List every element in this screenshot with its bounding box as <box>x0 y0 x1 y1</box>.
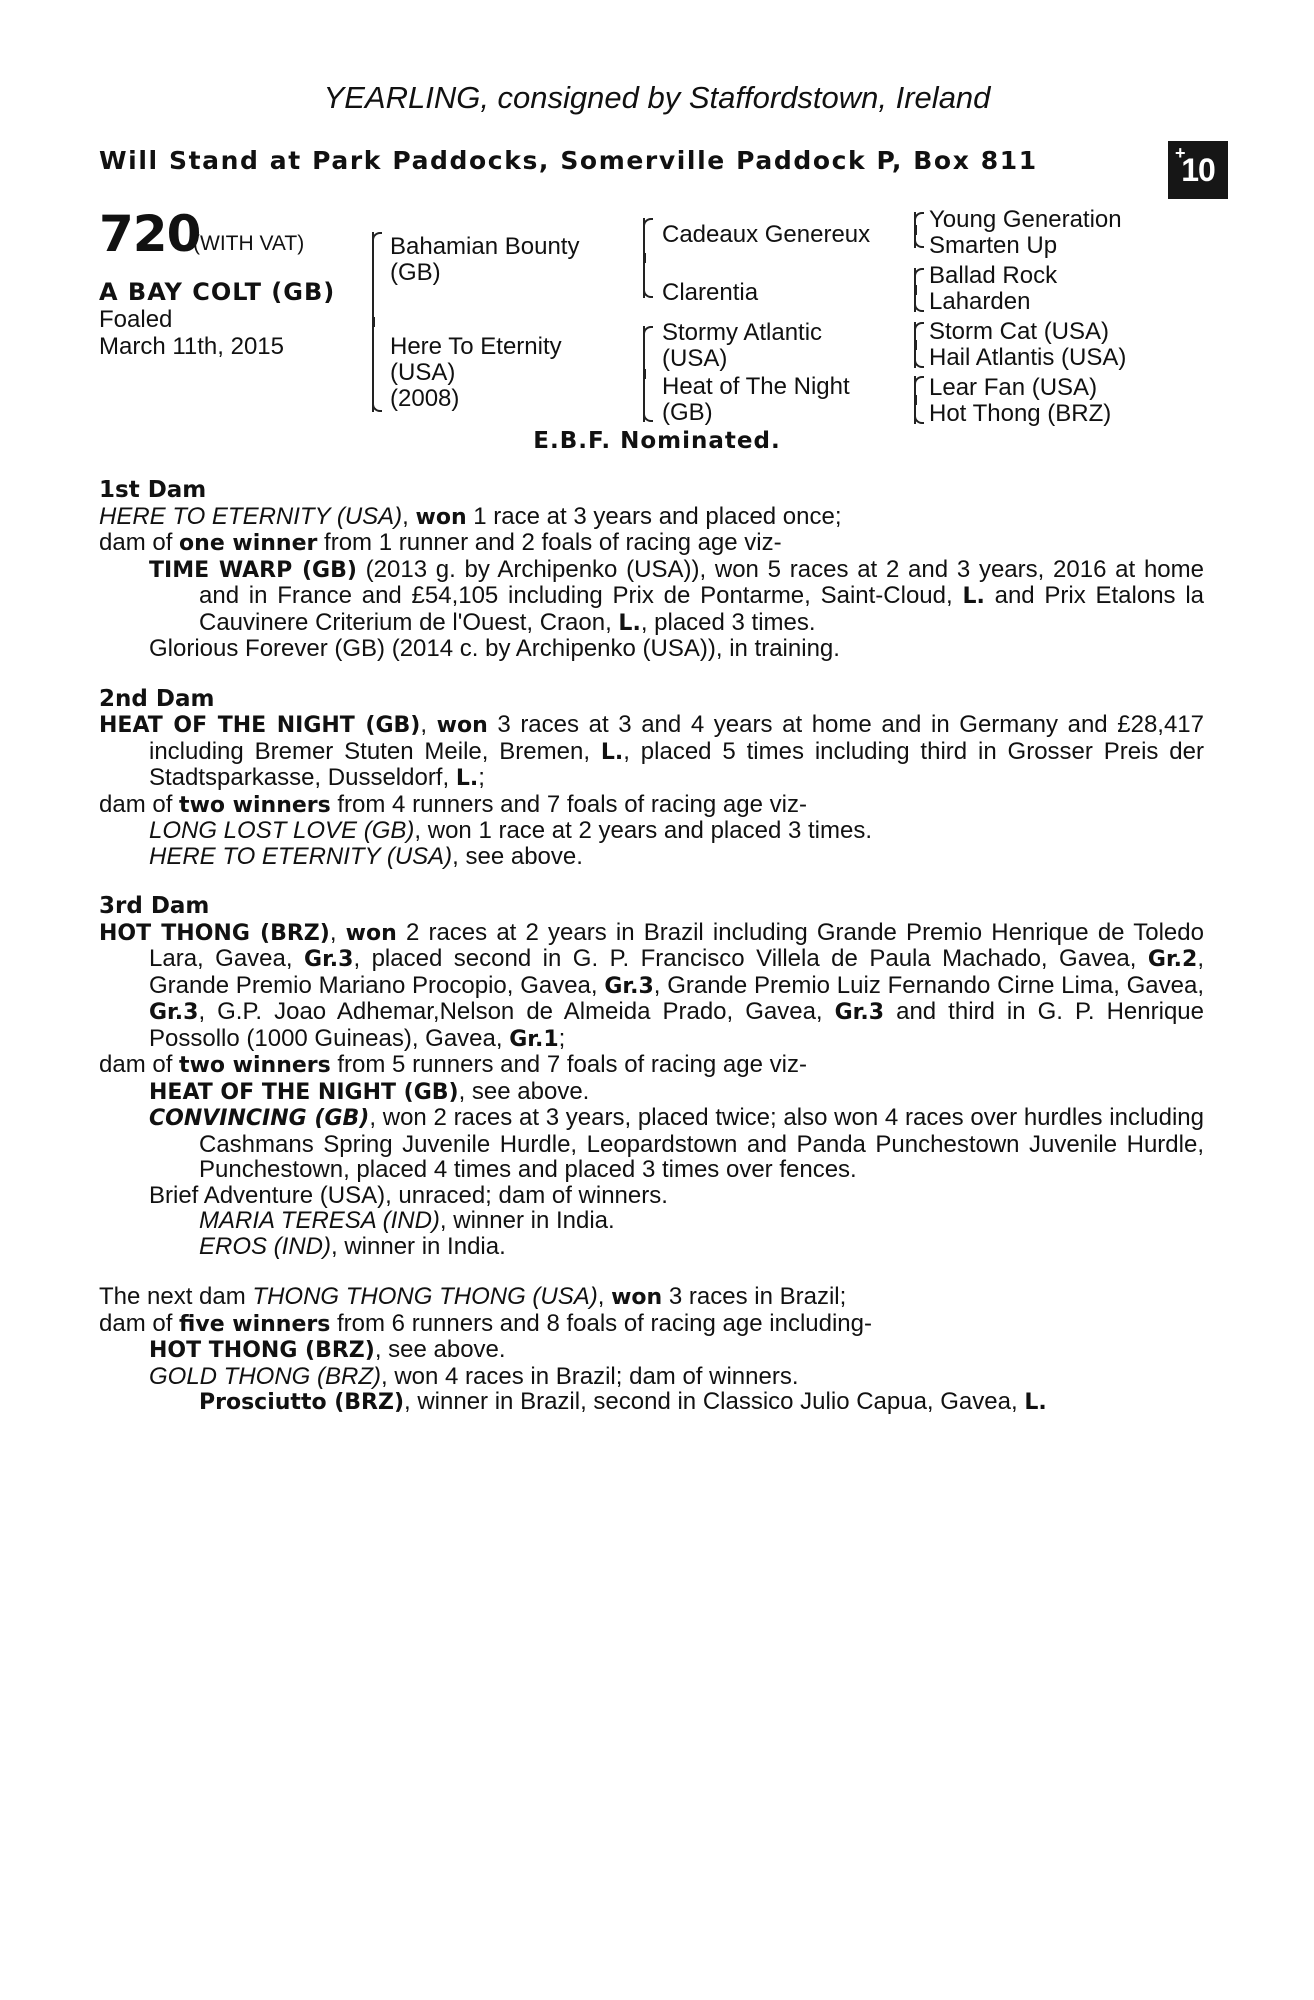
dam: Here To Eternity (USA) (2008) <box>390 333 562 412</box>
first-dam-progeny-2: Glorious Forever (GB) (2014 c. by Archipenko (USA)), in training. <box>149 635 840 662</box>
sire-dam: Clarentia <box>662 279 759 306</box>
sire: Bahamian Bounty (GB) <box>390 233 580 286</box>
next-dam-progeny-2: GOLD THONG (BRZ), won 4 races in Brazil; dam of winners. <box>149 1362 799 1390</box>
catalogue-body <box>99 478 1204 1416</box>
first-dam-record: HERE TO ETERNITY (USA), won 1 race at 3 years and placed once; <box>99 502 842 530</box>
pedigree-brace-sire <box>643 218 645 298</box>
lot-badge <box>1168 141 1228 199</box>
second-dam-record: HEAT OF THE NIGHT (GB), won 3 races at 3 and 4 years at home and in Germany and £28,417 including Bremer Stuten Meile, Bremen, L., placed 5 times including third in Grosser Preis der Stadtsparkasse, Dusseldorf, L.; <box>99 711 1205 791</box>
vat-note: (WITH VAT) <box>193 232 305 255</box>
third-dam-progeny-2: CONVINCING (GB), won 2 races at 3 years, placed twice; also won 4 races over hurdles including Cashmans Spring Juvenile Hurdle, Leopardstown and Panda Punchestown Juvenile Hurdle, Punchestown, placed 4 times and placed 3 times over fences. <box>149 1104 1205 1183</box>
second-dam-produce: dam of two winners from 4 runners and 7 foals of racing age viz- <box>99 790 807 818</box>
second-dam-progeny-2: HERE TO ETERNITY (USA), see above. <box>149 842 583 870</box>
next-dam-progeny-1: HOT THONG (BRZ), see above. <box>149 1336 506 1363</box>
first-dam-produce: dam of one winner from 1 runner and 2 foals of racing age viz- <box>99 529 782 556</box>
next-dam-produce: dam of five winners from 6 runners and 8 foals of racing age including- <box>99 1309 872 1337</box>
badge-plus: + <box>1175 143 1185 163</box>
foaled-label: Foaled <box>99 306 173 333</box>
third-dam-grandprogeny-2: EROS (IND), winner in India. <box>199 1232 506 1260</box>
foaled-info <box>99 306 284 360</box>
first-dam-progeny-1: TIME WARP (GB) (2013 g. by Archipenko (USA)), won 5 races at 2 and 3 years, 2016 at home and in France and £54,105 including Prix de Pontarme, Saint-Cloud, L. and Prix Etalons la Cauvinere Criterium de l'Ouest, Craon, L., placed 3 times. <box>149 555 1204 636</box>
dam-sire: Stormy Atlantic (USA) <box>662 319 823 372</box>
lot-number: 720 <box>99 205 201 263</box>
stand-location: Will Stand at Park Paddocks, Somerville Paddock P, Box 811 <box>99 146 1038 175</box>
pedigree-brace-g3-3 <box>914 322 916 368</box>
pedigree-brace-main <box>372 232 374 412</box>
lot-description: A BAY COLT (GB) <box>99 278 336 306</box>
third-dam-progeny-3: Brief Adventure (USA), unraced; dam of winners. <box>149 1181 668 1209</box>
pedigree-brace-g3-2 <box>914 268 916 312</box>
third-dam-record: HOT THONG (BRZ), won 2 races at 2 years in Brazil including Grande Premio Henrique de Toledo Lara, Gavea, Gr.3, placed second in G. P. Francisco Villela de Paula Machado, Gavea, Gr.2, Grande Premio Mariano Procopio, Gavea, Gr.3, Grande Premio Luiz Fernando Cirne Lima, Gavea, Gr.3, G.P. Joao Adhemar,Nelson de Almeida Prado, Gavea, Gr.3 and third in G. P. Henrique Possollo (1000 Guineas), Gavea, Gr.1; <box>99 918 1204 1052</box>
third-dam-progeny-1: HEAT OF THE NIGHT (GB), see above. <box>149 1077 590 1105</box>
third-dam-heading: 3rd Dam <box>99 893 210 919</box>
pedigree-brace-dam <box>643 326 645 422</box>
next-dam-record: The next dam THONG THONG THONG (USA), won 3 races in Brazil; <box>99 1283 847 1310</box>
foaled-date: March 11th, 2015 <box>99 333 285 360</box>
dam-dam: Heat of The Night (GB) <box>662 373 850 426</box>
second-dam-progeny-1: LONG LOST LOVE (GB), won 1 race at 2 years and placed 3 times. <box>149 817 872 844</box>
third-dam-produce: dam of two winners from 5 runners and 7 foals of racing age viz- <box>99 1051 807 1078</box>
consignment-heading: YEARLING, consigned by Staffordstown, Ireland <box>323 80 991 115</box>
next-dam-grandprogeny-1: Prosciutto (BRZ), winner in Brazil, second in Classico Julio Capua, Gavea, L. <box>199 1388 1047 1415</box>
badge-number: 10 <box>1181 151 1215 188</box>
ebf-nominated: E.B.F. Nominated. <box>533 428 781 454</box>
second-dam-heading: 2nd Dam <box>99 685 215 712</box>
third-dam-grandprogeny-1: MARIA TERESA (IND), winner in India. <box>199 1207 615 1234</box>
first-dam-heading: 1st Dam <box>99 477 207 503</box>
pedigree-brace-g3-4 <box>914 376 916 424</box>
sire-sire: Cadeaux Genereux <box>662 221 871 248</box>
third-generation: Young Generation Smarten Up Ballad Rock Laharden Storm Cat (USA) Hail Atlantis (USA) Lear Fan (USA) Hot Thong (BRZ) <box>929 206 1127 427</box>
pedigree-brace-g3-1 <box>914 212 916 248</box>
